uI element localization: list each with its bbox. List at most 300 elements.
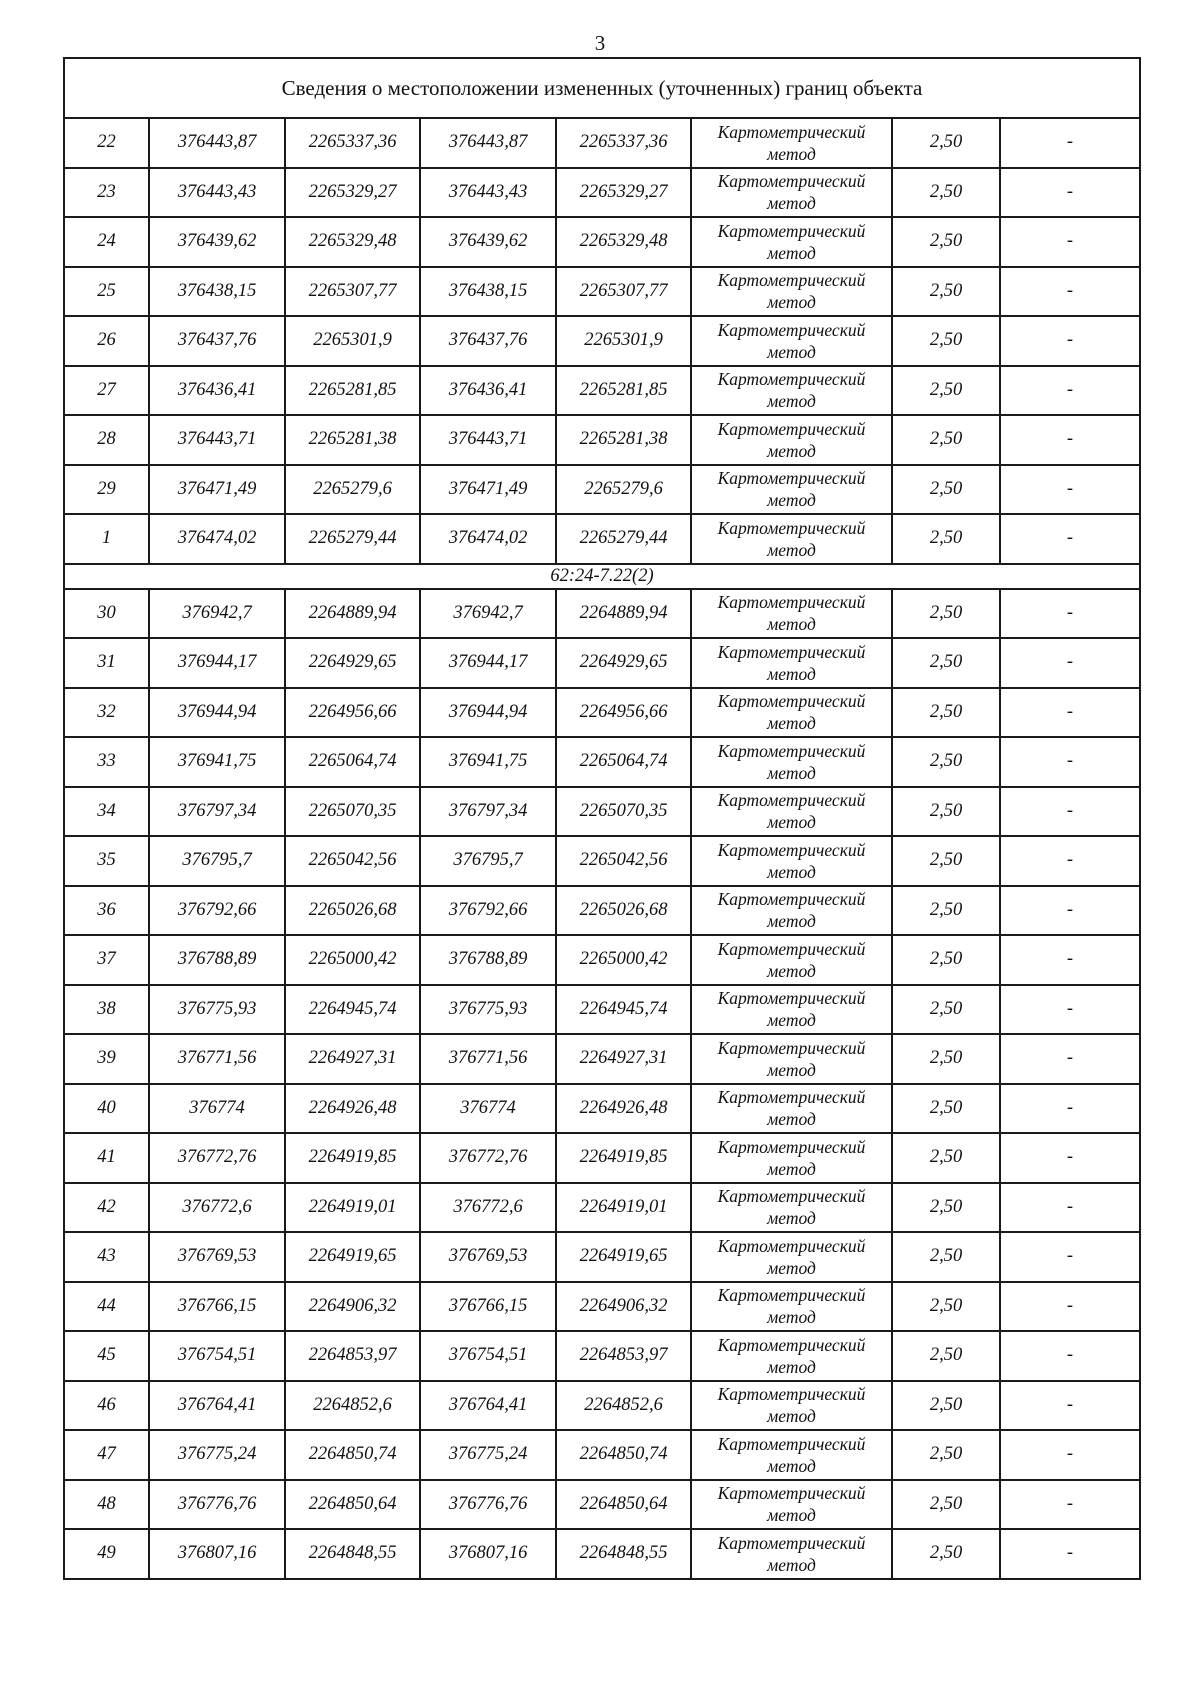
description-cell: - — [1000, 1430, 1140, 1480]
method-line1: Картометрический — [717, 1037, 866, 1058]
method-line2: метод — [767, 960, 816, 981]
description-cell: - — [1000, 1183, 1140, 1233]
y-existing-cell: 2265026,68 — [285, 886, 420, 936]
table-row — [64, 1529, 1140, 1579]
x-existing-cell: 376944,94 — [149, 688, 285, 738]
table-row — [64, 737, 1140, 787]
description-cell: - — [1000, 688, 1140, 738]
x-existing-cell: 376775,24 — [149, 1430, 285, 1480]
table-row — [64, 589, 1140, 639]
point-number-cell: 49 — [64, 1529, 149, 1579]
y-existing-cell: 2264956,66 — [285, 688, 420, 738]
y-refined-cell: 2265026,68 — [556, 886, 691, 936]
description-cell: - — [1000, 1232, 1140, 1282]
y-existing-cell: 2265337,36 — [285, 118, 420, 168]
method-cell — [691, 1232, 892, 1282]
accuracy-cell: 2,50 — [892, 514, 1000, 564]
y-refined-cell: 2265000,42 — [556, 935, 691, 985]
accuracy-cell: 2,50 — [892, 1480, 1000, 1530]
y-existing-cell: 2265000,42 — [285, 935, 420, 985]
description-cell: - — [1000, 638, 1140, 688]
x-refined-cell: 376436,41 — [420, 366, 556, 416]
method-cell — [691, 935, 892, 985]
accuracy-cell: 2,50 — [892, 267, 1000, 317]
method-line1: Картометрический — [717, 889, 866, 910]
method-line1: Картометрический — [717, 988, 866, 1009]
method-line2: метод — [767, 812, 816, 833]
point-number-cell: 46 — [64, 1381, 149, 1431]
x-refined-cell: 376941,75 — [420, 737, 556, 787]
point-number-cell: 25 — [64, 267, 149, 317]
method-line2: метод — [767, 490, 816, 511]
method-line2: метод — [767, 713, 816, 734]
x-refined-cell: 376766,15 — [420, 1282, 556, 1332]
y-refined-cell: 2264850,74 — [556, 1430, 691, 1480]
y-existing-cell: 2264852,6 — [285, 1381, 420, 1431]
description-cell: - — [1000, 589, 1140, 639]
method-line2: метод — [767, 193, 816, 214]
y-refined-cell: 2264956,66 — [556, 688, 691, 738]
table-row — [64, 514, 1140, 564]
accuracy-cell: 2,50 — [892, 316, 1000, 366]
y-refined-cell: 2264927,31 — [556, 1034, 691, 1084]
x-existing-cell: 376471,49 — [149, 465, 285, 515]
point-number-cell: 42 — [64, 1183, 149, 1233]
table-row — [64, 118, 1140, 168]
table-row — [64, 935, 1140, 985]
method-cell — [691, 836, 892, 886]
method-line1: Картометрический — [717, 592, 866, 613]
accuracy-cell: 2,50 — [892, 1430, 1000, 1480]
table-row — [64, 316, 1140, 366]
method-cell — [691, 985, 892, 1035]
description-cell: - — [1000, 1381, 1140, 1431]
x-existing-cell: 376766,15 — [149, 1282, 285, 1332]
x-existing-cell: 376792,66 — [149, 886, 285, 936]
point-number-cell: 30 — [64, 589, 149, 639]
x-refined-cell: 376795,7 — [420, 836, 556, 886]
method-line1: Картометрический — [717, 220, 866, 241]
x-refined-cell: 376771,56 — [420, 1034, 556, 1084]
method-line2: метод — [767, 762, 816, 783]
point-number-cell: 1 — [64, 514, 149, 564]
accuracy-cell: 2,50 — [892, 217, 1000, 267]
accuracy-cell: 2,50 — [892, 1232, 1000, 1282]
method-line2: метод — [767, 1406, 816, 1427]
method-cell — [691, 1034, 892, 1084]
y-existing-cell: 2265281,85 — [285, 366, 420, 416]
method-line2: метод — [767, 1257, 816, 1278]
method-line2: метод — [767, 242, 816, 263]
table-row — [64, 1232, 1140, 1282]
method-line2: метод — [767, 341, 816, 362]
table-row — [64, 465, 1140, 515]
accuracy-cell: 2,50 — [892, 737, 1000, 787]
method-line1: Картометрический — [717, 740, 866, 761]
accuracy-cell: 2,50 — [892, 688, 1000, 738]
table-row — [64, 1282, 1140, 1332]
y-existing-cell: 2264848,55 — [285, 1529, 420, 1579]
method-line2: метод — [767, 1356, 816, 1377]
boundary-coordinates-table — [63, 57, 1141, 1580]
point-number-cell: 29 — [64, 465, 149, 515]
y-existing-cell: 2264853,97 — [285, 1331, 420, 1381]
point-number-cell: 26 — [64, 316, 149, 366]
table-row — [64, 985, 1140, 1035]
method-cell — [691, 415, 892, 465]
x-refined-cell: 376807,16 — [420, 1529, 556, 1579]
method-cell — [691, 118, 892, 168]
point-number-cell: 47 — [64, 1430, 149, 1480]
x-refined-cell: 376776,76 — [420, 1480, 556, 1530]
method-cell — [691, 886, 892, 936]
x-refined-cell: 376772,6 — [420, 1183, 556, 1233]
method-cell — [691, 1133, 892, 1183]
method-cell — [691, 366, 892, 416]
x-existing-cell: 376438,15 — [149, 267, 285, 317]
x-existing-cell: 376776,76 — [149, 1480, 285, 1530]
description-cell: - — [1000, 1282, 1140, 1332]
y-existing-cell: 2264919,85 — [285, 1133, 420, 1183]
accuracy-cell: 2,50 — [892, 1331, 1000, 1381]
method-line1: Картометрический — [717, 1483, 866, 1504]
method-line2: метод — [767, 861, 816, 882]
y-existing-cell: 2265042,56 — [285, 836, 420, 886]
table-row — [64, 1381, 1140, 1431]
x-refined-cell: 376797,34 — [420, 787, 556, 837]
method-line2: метод — [767, 292, 816, 313]
point-number-cell: 39 — [64, 1034, 149, 1084]
table-row — [64, 836, 1140, 886]
accuracy-cell: 2,50 — [892, 168, 1000, 218]
x-existing-cell: 376775,93 — [149, 985, 285, 1035]
accuracy-cell: 2,50 — [892, 836, 1000, 886]
accuracy-cell: 2,50 — [892, 589, 1000, 639]
y-refined-cell: 2264945,74 — [556, 985, 691, 1035]
description-cell: - — [1000, 935, 1140, 985]
y-existing-cell: 2264906,32 — [285, 1282, 420, 1332]
description-cell: - — [1000, 985, 1140, 1035]
description-cell: - — [1000, 787, 1140, 837]
x-refined-cell: 376437,76 — [420, 316, 556, 366]
method-line2: метод — [767, 440, 816, 461]
y-existing-cell: 2264929,65 — [285, 638, 420, 688]
accuracy-cell: 2,50 — [892, 1034, 1000, 1084]
accuracy-cell: 2,50 — [892, 465, 1000, 515]
table-row — [64, 1133, 1140, 1183]
x-refined-cell: 376471,49 — [420, 465, 556, 515]
description-cell: - — [1000, 1480, 1140, 1530]
y-existing-cell: 2265064,74 — [285, 737, 420, 787]
method-line2: метод — [767, 1505, 816, 1526]
y-existing-cell: 2264919,65 — [285, 1232, 420, 1282]
table-row — [64, 366, 1140, 416]
x-existing-cell: 376941,75 — [149, 737, 285, 787]
method-line1: Картометрический — [717, 1433, 866, 1454]
method-line2: метод — [767, 143, 816, 164]
accuracy-cell: 2,50 — [892, 1183, 1000, 1233]
method-line1: Картометрический — [717, 1186, 866, 1207]
page-number: 3 — [594, 31, 606, 55]
method-line2: метод — [767, 1158, 816, 1179]
method-line1: Картометрический — [717, 1285, 866, 1306]
description-cell: - — [1000, 316, 1140, 366]
y-refined-cell: 2264919,85 — [556, 1133, 691, 1183]
y-refined-cell: 2264889,94 — [556, 589, 691, 639]
x-refined-cell: 376443,43 — [420, 168, 556, 218]
x-existing-cell: 376443,87 — [149, 118, 285, 168]
method-line1: Картометрический — [717, 319, 866, 340]
section-row — [64, 564, 1140, 589]
method-line1: Картометрический — [717, 938, 866, 959]
point-number-cell: 22 — [64, 118, 149, 168]
y-existing-cell: 2265301,9 — [285, 316, 420, 366]
y-existing-cell: 2265279,6 — [285, 465, 420, 515]
x-refined-cell: 376443,87 — [420, 118, 556, 168]
method-cell — [691, 267, 892, 317]
y-refined-cell: 2265279,6 — [556, 465, 691, 515]
y-existing-cell: 2264945,74 — [285, 985, 420, 1035]
y-existing-cell: 2265070,35 — [285, 787, 420, 837]
x-existing-cell: 376807,16 — [149, 1529, 285, 1579]
x-existing-cell: 376774 — [149, 1084, 285, 1134]
description-cell: - — [1000, 514, 1140, 564]
x-refined-cell: 376443,71 — [420, 415, 556, 465]
x-existing-cell: 376764,41 — [149, 1381, 285, 1431]
x-existing-cell: 376443,71 — [149, 415, 285, 465]
method-line2: метод — [767, 1010, 816, 1031]
x-existing-cell: 376942,7 — [149, 589, 285, 639]
description-cell: - — [1000, 267, 1140, 317]
x-existing-cell: 376771,56 — [149, 1034, 285, 1084]
x-existing-cell: 376436,41 — [149, 366, 285, 416]
x-existing-cell: 376439,62 — [149, 217, 285, 267]
description-cell: - — [1000, 836, 1140, 886]
point-number-cell: 44 — [64, 1282, 149, 1332]
method-line2: метод — [767, 663, 816, 684]
method-line2: метод — [767, 1059, 816, 1080]
table-row — [64, 415, 1140, 465]
point-number-cell: 23 — [64, 168, 149, 218]
method-line1: Картометрический — [717, 270, 866, 291]
accuracy-cell: 2,50 — [892, 935, 1000, 985]
x-existing-cell: 376474,02 — [149, 514, 285, 564]
method-line2: метод — [767, 1455, 816, 1476]
method-cell — [691, 688, 892, 738]
x-refined-cell: 376775,24 — [420, 1430, 556, 1480]
x-refined-cell: 376438,15 — [420, 267, 556, 317]
method-line1: Картометрический — [717, 1136, 866, 1157]
method-cell — [691, 638, 892, 688]
description-cell: - — [1000, 1331, 1140, 1381]
x-refined-cell: 376769,53 — [420, 1232, 556, 1282]
y-refined-cell: 2265064,74 — [556, 737, 691, 787]
accuracy-cell: 2,50 — [892, 118, 1000, 168]
y-refined-cell: 2265279,44 — [556, 514, 691, 564]
table-row — [64, 1480, 1140, 1530]
y-refined-cell: 2264919,65 — [556, 1232, 691, 1282]
description-cell: - — [1000, 737, 1140, 787]
x-refined-cell: 376774 — [420, 1084, 556, 1134]
x-refined-cell: 376754,51 — [420, 1331, 556, 1381]
point-number-cell: 37 — [64, 935, 149, 985]
y-refined-cell: 2264929,65 — [556, 638, 691, 688]
method-cell — [691, 316, 892, 366]
table-title: Сведения о местоположении измененных (уточненных) границ объекта — [64, 58, 1140, 118]
x-refined-cell: 376764,41 — [420, 1381, 556, 1431]
description-cell: - — [1000, 886, 1140, 936]
y-refined-cell: 2264848,55 — [556, 1529, 691, 1579]
table-row — [64, 688, 1140, 738]
description-cell: - — [1000, 465, 1140, 515]
method-line1: Картометрический — [717, 468, 866, 489]
method-line1: Картометрический — [717, 691, 866, 712]
table-row — [64, 886, 1140, 936]
method-line2: метод — [767, 614, 816, 635]
x-existing-cell: 376443,43 — [149, 168, 285, 218]
method-cell — [691, 217, 892, 267]
method-cell — [691, 589, 892, 639]
y-existing-cell: 2265281,38 — [285, 415, 420, 465]
x-existing-cell: 376769,53 — [149, 1232, 285, 1282]
method-cell — [691, 465, 892, 515]
description-cell: - — [1000, 366, 1140, 416]
method-line1: Картометрический — [717, 641, 866, 662]
method-line1: Картометрический — [717, 171, 866, 192]
method-cell — [691, 1331, 892, 1381]
y-refined-cell: 2265281,38 — [556, 415, 691, 465]
point-number-cell: 48 — [64, 1480, 149, 1530]
method-line1: Картометрический — [717, 1235, 866, 1256]
description-cell: - — [1000, 1084, 1140, 1134]
accuracy-cell: 2,50 — [892, 985, 1000, 1035]
y-refined-cell: 2265329,48 — [556, 217, 691, 267]
table-row — [64, 638, 1140, 688]
accuracy-cell: 2,50 — [892, 886, 1000, 936]
x-refined-cell: 376788,89 — [420, 935, 556, 985]
method-cell — [691, 1084, 892, 1134]
x-existing-cell: 376788,89 — [149, 935, 285, 985]
accuracy-cell: 2,50 — [892, 1381, 1000, 1431]
method-line2: метод — [767, 1109, 816, 1130]
y-refined-cell: 2265307,77 — [556, 267, 691, 317]
method-line1: Картометрический — [717, 1087, 866, 1108]
y-refined-cell: 2264906,32 — [556, 1282, 691, 1332]
description-cell: - — [1000, 1034, 1140, 1084]
method-line2: метод — [767, 1554, 816, 1575]
method-cell — [691, 787, 892, 837]
y-refined-cell: 2264852,6 — [556, 1381, 691, 1431]
y-refined-cell: 2265301,9 — [556, 316, 691, 366]
x-existing-cell: 376754,51 — [149, 1331, 285, 1381]
x-existing-cell: 376772,76 — [149, 1133, 285, 1183]
method-cell — [691, 1183, 892, 1233]
x-refined-cell: 376772,76 — [420, 1133, 556, 1183]
method-line2: метод — [767, 1307, 816, 1328]
x-existing-cell: 376772,6 — [149, 1183, 285, 1233]
point-number-cell: 41 — [64, 1133, 149, 1183]
method-line1: Картометрический — [717, 121, 866, 142]
x-refined-cell: 376942,7 — [420, 589, 556, 639]
method-line1: Картометрический — [717, 418, 866, 439]
y-refined-cell: 2264850,64 — [556, 1480, 691, 1530]
point-number-cell: 32 — [64, 688, 149, 738]
point-number-cell: 36 — [64, 886, 149, 936]
method-line1: Картометрический — [717, 1334, 866, 1355]
description-cell: - — [1000, 415, 1140, 465]
x-refined-cell: 376439,62 — [420, 217, 556, 267]
description-cell: - — [1000, 1133, 1140, 1183]
y-refined-cell: 2265337,36 — [556, 118, 691, 168]
table-row — [64, 1430, 1140, 1480]
point-number-cell: 38 — [64, 985, 149, 1035]
point-number-cell: 28 — [64, 415, 149, 465]
y-refined-cell: 2264853,97 — [556, 1331, 691, 1381]
method-cell — [691, 1480, 892, 1530]
accuracy-cell: 2,50 — [892, 1529, 1000, 1579]
point-number-cell: 33 — [64, 737, 149, 787]
point-number-cell: 24 — [64, 217, 149, 267]
accuracy-cell: 2,50 — [892, 1282, 1000, 1332]
point-number-cell: 45 — [64, 1331, 149, 1381]
x-refined-cell: 376944,94 — [420, 688, 556, 738]
x-refined-cell: 376944,17 — [420, 638, 556, 688]
method-cell — [691, 1529, 892, 1579]
y-existing-cell: 2264927,31 — [285, 1034, 420, 1084]
point-number-cell: 31 — [64, 638, 149, 688]
method-line1: Картометрический — [717, 839, 866, 860]
section-label: 62:24-7.22(2) — [64, 564, 1140, 589]
y-refined-cell: 2264919,01 — [556, 1183, 691, 1233]
table-title-row — [64, 58, 1140, 118]
table-row — [64, 217, 1140, 267]
accuracy-cell: 2,50 — [892, 1084, 1000, 1134]
x-existing-cell: 376437,76 — [149, 316, 285, 366]
y-existing-cell: 2265307,77 — [285, 267, 420, 317]
point-number-cell: 34 — [64, 787, 149, 837]
method-line2: метод — [767, 539, 816, 560]
y-refined-cell: 2265329,27 — [556, 168, 691, 218]
table-row — [64, 168, 1140, 218]
point-number-cell: 40 — [64, 1084, 149, 1134]
description-cell: - — [1000, 217, 1140, 267]
table-row — [64, 1183, 1140, 1233]
y-existing-cell: 2265329,27 — [285, 168, 420, 218]
y-existing-cell: 2264919,01 — [285, 1183, 420, 1233]
method-line1: Картометрический — [717, 517, 866, 538]
y-refined-cell: 2265042,56 — [556, 836, 691, 886]
y-existing-cell: 2265279,44 — [285, 514, 420, 564]
method-line2: метод — [767, 1208, 816, 1229]
method-cell — [691, 1282, 892, 1332]
accuracy-cell: 2,50 — [892, 415, 1000, 465]
x-refined-cell: 376474,02 — [420, 514, 556, 564]
description-cell: - — [1000, 1529, 1140, 1579]
y-existing-cell: 2265329,48 — [285, 217, 420, 267]
point-number-cell: 43 — [64, 1232, 149, 1282]
accuracy-cell: 2,50 — [892, 787, 1000, 837]
point-number-cell: 27 — [64, 366, 149, 416]
accuracy-cell: 2,50 — [892, 366, 1000, 416]
method-line2: метод — [767, 911, 816, 932]
table-row — [64, 1084, 1140, 1134]
y-existing-cell: 2264850,74 — [285, 1430, 420, 1480]
table-row — [64, 1331, 1140, 1381]
x-refined-cell: 376775,93 — [420, 985, 556, 1035]
method-cell — [691, 168, 892, 218]
method-line1: Картометрический — [717, 1384, 866, 1405]
method-line1: Картометрический — [717, 790, 866, 811]
